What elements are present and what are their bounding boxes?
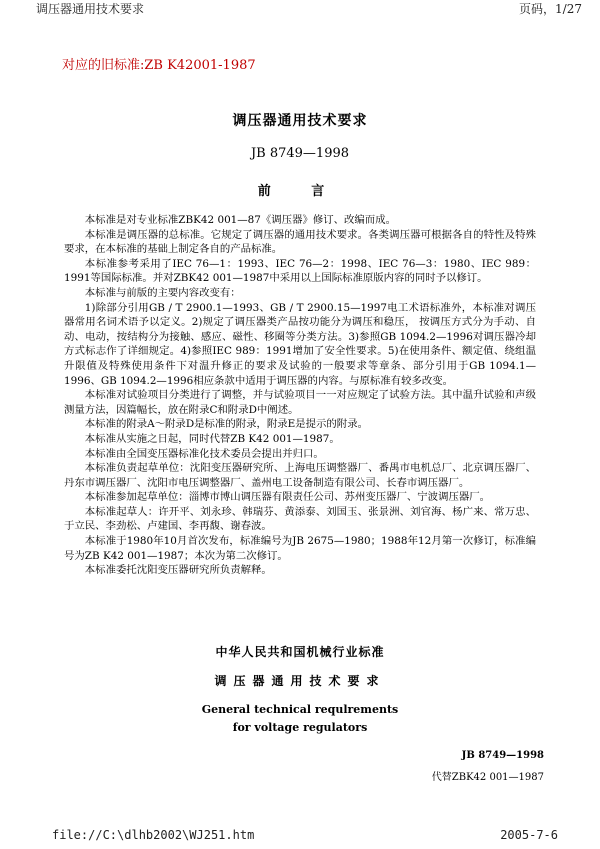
paragraph: 本标准是调压器的总标准。它规定了调压器的通用技术要求。各类调压器可根据各自的特性及特殊要求，在本标准的基础上制定各自的产品标准。 bbox=[64, 228, 536, 256]
paragraph: 1)除部分引用GB / T 2900.1—1993、GB / T 2900.15—1997电工术语标准外，本标准对调压器常用名词术语予以定义。2)规定了调压器类产品按功能分为调压和稳压， 按调压方式分为手动、自动、电动，按结构分为接触、感应、磁性、移圈等分类方法。3)参照GB 1094.2—1996对调压器冷却方式标志作了详细规定。4)参照IEC 989：1991增加了安全性要求。5)在使用条件、额定值、绕组温升限值及特殊使用条件下对温升修正的要求及试验的一般要求等章条、部分引用于GB 1094.1—1996、GB 1094.2—1996相应条款中适用于调压器的内容。与原标准有较多改变。 bbox=[64, 301, 536, 387]
header-title: 调压器通用技术要求 bbox=[36, 2, 145, 16]
standard-number: JB 8749—1998 bbox=[461, 750, 544, 761]
paragraph: 本标准与前版的主要内容改变有： bbox=[84, 286, 241, 299]
document-title: 调压器通用技术要求 bbox=[232, 113, 368, 129]
paragraph: 本标准委托沈阳变压器研究所负责解释。 bbox=[84, 564, 272, 577]
paragraph: 本标准负责起草单位：沈阳变压器研究所、上海电压调整器厂、番禺市电机总厂、北京调压器厂、丹东市调压器厂、沈阳市电压调整器厂、盖州电工设备制造有限公司、长春市调压器厂。 bbox=[64, 462, 536, 489]
english-title-line-2: for voltage regulators bbox=[232, 721, 368, 734]
replaces-standard: 代替ZBK42 001—1987 bbox=[431, 772, 544, 783]
paragraph: 本标准由全国变压器标准化技术委员会提出并归口。 bbox=[84, 447, 324, 460]
document-number: JB 8749—1998 bbox=[250, 146, 350, 161]
paragraph: 本标准参加起草单位：淄博市博山调压器有限责任公司、苏州变压器厂、宁波调压器厂。 bbox=[84, 491, 491, 504]
standard-title: 调压器通用技术要求 bbox=[214, 674, 386, 688]
standard-organization: 中华人民共和国机械行业标准 bbox=[215, 645, 385, 659]
footer-date: 2005-7-6 bbox=[500, 828, 558, 842]
header-page-number: 页码，1/27 bbox=[519, 2, 582, 16]
foreword-body bbox=[64, 213, 536, 578]
paragraph: 本标准从实施之日起，同时代替ZB K42 001—1987。 bbox=[84, 432, 340, 445]
paragraph: 本标准于1980年10月首次发布，标准编号为JB 2675—1980；1988年12月第一次修订，标准编号为ZB K42 001—1987；本次为第二次修订。 bbox=[64, 535, 536, 562]
english-title-line-1: General technical requlrements bbox=[201, 703, 399, 716]
footer-file-path: file://C:\dlhb2002\WJ251.htm bbox=[52, 828, 255, 842]
paragraph: 本标准起草人：许开平、刘永珍、韩瑞芬、黄添泰、刘国玉、张景洲、刘官海、杨广来、常万忠、于立民、李劲松、卢建国、李再馥、谢春波。 bbox=[64, 505, 536, 533]
paragraph: 本标准对试验项目分类进行了调整，并与试验项目一一对应规定了试验方法。其中温升试验和声级测量方法，因篇幅长，放在附录C和附录D中阐述。 bbox=[64, 389, 536, 416]
foreword-heading: 前 言 bbox=[257, 184, 343, 199]
paragraph: 本标准参考采用了IEC 76—1：1993、IEC 76—2：1998、IEC 76—3：1980、IEC 989：1991等国际标准。并对ZBK42 001—1987中采用以上国际标准原版内容的同时予以修订。 bbox=[64, 257, 536, 285]
paragraph: 本标准是对专业标准ZBK42 001—87《调压器》修订、改编而成。 bbox=[84, 214, 396, 226]
old-standard-note: 对应的旧标准:ZB K42001-1987 bbox=[62, 58, 256, 73]
paragraph: 本标准的附录A～附录D是标准的附录，附录E是提示的附录。 bbox=[84, 418, 368, 431]
